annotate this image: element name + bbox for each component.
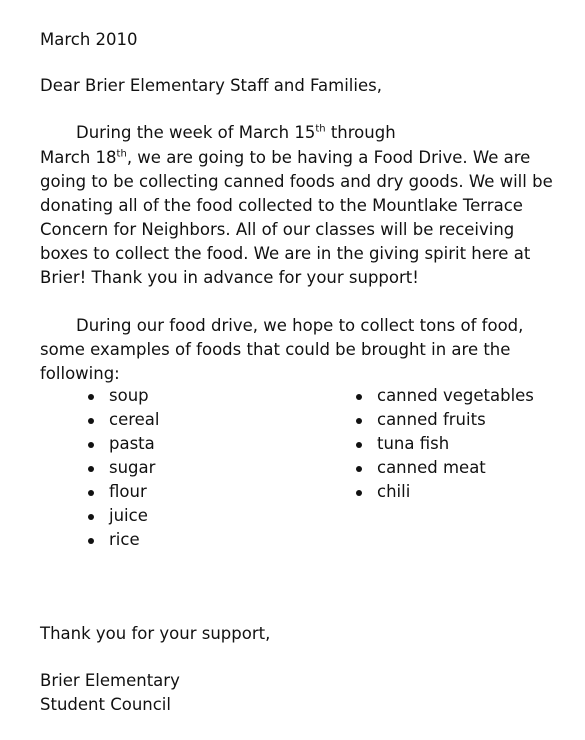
bullet-icon [356, 418, 362, 424]
list-item-label: pasta [109, 434, 155, 453]
paragraph-line [40, 146, 530, 170]
text-span: March 18 [40, 148, 117, 167]
ordinal-suffix: th [315, 123, 326, 135]
list-item-label: canned fruits [377, 410, 486, 429]
list-item [356, 456, 534, 480]
list-item-label: canned meat [377, 458, 486, 477]
bullet-icon [88, 418, 94, 424]
food-list-right [356, 384, 534, 504]
text-span: During the week of March 15 [76, 123, 316, 142]
paragraph-line: Brier! Thank you in advance for your support! [40, 268, 419, 287]
bullet-icon [88, 514, 94, 520]
list-item [356, 408, 534, 432]
list-item [88, 504, 160, 528]
letter-date: March 2010 [40, 30, 138, 49]
salutation: Dear Brier Elementary Staff and Families, [40, 76, 382, 95]
bullet-icon [88, 442, 94, 448]
list-item [88, 432, 160, 456]
list-item [356, 432, 534, 456]
bullet-icon [88, 490, 94, 496]
list-item-label: soup [109, 386, 149, 405]
list-item [356, 480, 534, 504]
list-item [356, 384, 534, 408]
signature-line: Student Council [40, 695, 171, 714]
list-item [88, 480, 160, 504]
text-span: , we are going to be having a Food Drive. We are [126, 148, 531, 167]
text-span: through [325, 123, 396, 142]
list-item-label: flour [109, 482, 147, 501]
list-item [88, 408, 160, 432]
bullet-icon [356, 394, 362, 400]
closing-line: Thank you for your support, [40, 624, 271, 643]
paragraph-line: some examples of foods that could be brought in are the [40, 340, 511, 359]
list-item-label: cereal [109, 410, 160, 429]
list-item-label: rice [109, 530, 140, 549]
paragraph-line [76, 121, 396, 145]
list-item [88, 528, 160, 552]
bullet-icon [88, 466, 94, 472]
paragraph-line: During our food drive, we hope to collect tons of food, [76, 316, 524, 335]
signature-line: Brier Elementary [40, 671, 180, 690]
list-item-label: juice [109, 506, 148, 525]
paragraph-line: Concern for Neighbors. All of our classes will be receiving [40, 220, 515, 239]
list-item [88, 456, 160, 480]
paragraph-line: going to be collecting canned foods and dry goods. We will be [40, 172, 553, 191]
paragraph-line: donating all of the food collected to the Mountlake Terrace [40, 196, 523, 215]
bullet-icon [356, 442, 362, 448]
list-item-label: chili [377, 482, 411, 501]
list-item [88, 384, 160, 408]
list-item-label: sugar [109, 458, 156, 477]
list-item-label: canned vegetables [377, 386, 534, 405]
list-item-label: tuna fish [377, 434, 450, 453]
bullet-icon [88, 394, 94, 400]
bullet-icon [356, 466, 362, 472]
food-list-left [88, 384, 160, 552]
paragraph-line: boxes to collect the food. We are in the giving spirit here at [40, 244, 531, 263]
bullet-icon [88, 538, 94, 544]
ordinal-suffix: th [116, 148, 127, 160]
bullet-icon [356, 490, 362, 496]
paragraph-line: following: [40, 364, 120, 383]
